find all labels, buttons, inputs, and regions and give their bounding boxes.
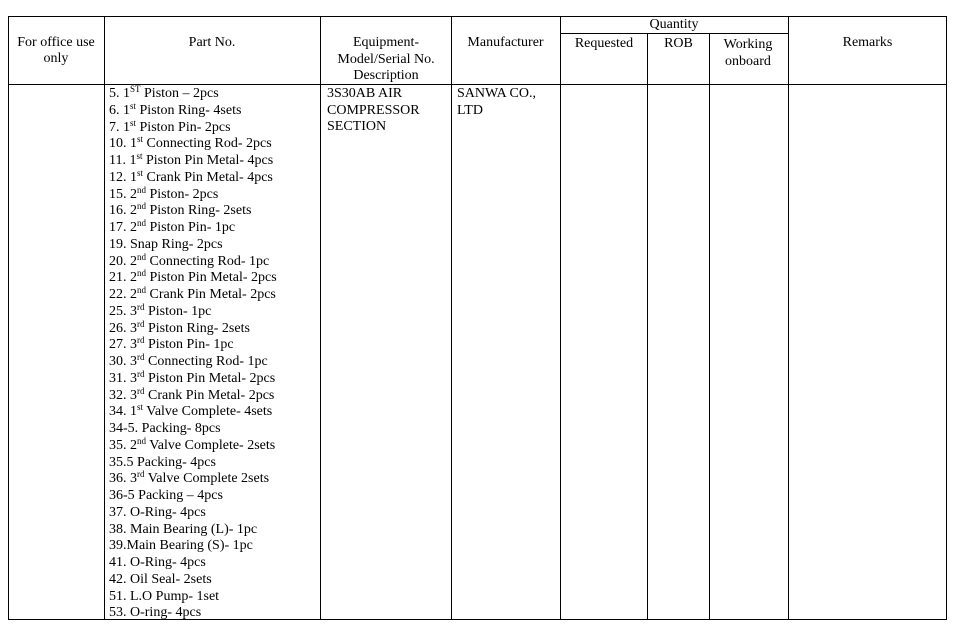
part-list-item	[109, 589, 319, 606]
part-ordinal-suffix: nd	[137, 218, 146, 228]
part-text: Piston Ring- 4sets	[136, 102, 242, 118]
header-rob: ROB	[664, 36, 693, 51]
part-text: Piston Pin- 2pcs	[136, 119, 231, 135]
col-border-part-equipment	[320, 16, 321, 620]
equipment-line: 3S30AB AIR	[327, 86, 403, 101]
header-manufacturer: Manufacturer	[467, 35, 544, 50]
manufacturer-line: LTD	[457, 102, 483, 118]
part-ordinal-suffix: rd	[137, 318, 145, 329]
part-list-item	[109, 572, 319, 589]
part-text: 35. 2	[109, 437, 137, 453]
part-text: 51. L.O Pump- 1set	[109, 588, 220, 604]
part-text: Piston- 1pc	[144, 303, 212, 319]
quantity-subheader-rule	[561, 33, 788, 34]
part-text: 25. 3	[109, 303, 137, 319]
part-text: 11. 1	[109, 153, 137, 168]
part-text: 12. 1	[109, 169, 137, 185]
part-list-item	[109, 488, 319, 505]
col-border-working-remarks	[788, 16, 789, 620]
part-text: Piston – 2pcs	[140, 86, 219, 101]
col-border-requested-rob	[647, 33, 648, 620]
part-list-item	[109, 435, 319, 455]
part-text: Crank Pin Metal- 2pcs	[146, 287, 276, 302]
part-list-item	[109, 538, 319, 555]
part-text: 22. 2	[109, 287, 137, 302]
part-text: 10. 1	[109, 136, 137, 152]
part-text: 31. 3	[109, 370, 137, 386]
part-text: Connecting Rod- 2pcs	[143, 136, 272, 152]
part-text: Valve Complete- 4sets	[143, 404, 273, 420]
part-text: 34. 1	[109, 404, 137, 420]
part-text: 19. Snap Ring- 2pcs	[109, 236, 223, 252]
header-bottom-border	[8, 84, 947, 85]
part-text: 6. 1	[109, 102, 130, 118]
part-text: Crank Pin Metal- 4pcs	[143, 169, 273, 185]
header-office-use: For office use only	[17, 35, 95, 66]
part-ordinal-suffix: nd	[137, 435, 146, 446]
part-ordinal-suffix: rd	[137, 301, 145, 312]
manufacturer-line: SANWA CO.,	[457, 86, 536, 101]
part-text: Piston Pin Metal- 2pcs	[144, 370, 276, 386]
col-border-manufacturer-requested	[560, 16, 561, 620]
manufacturer-name	[457, 86, 557, 119]
part-ordinal-suffix: st	[136, 151, 143, 161]
part-ordinal-suffix: rd	[137, 352, 145, 362]
part-ordinal-suffix: ST	[130, 84, 141, 94]
part-list-item	[109, 404, 319, 421]
part-text: 17. 2	[109, 220, 137, 235]
part-text: 26. 3	[109, 320, 137, 336]
col-border-left	[8, 16, 9, 620]
part-text: 7. 1	[109, 119, 130, 135]
header-part-no: Part No.	[188, 35, 236, 50]
part-ordinal-suffix: rd	[137, 385, 145, 396]
part-text: 53. O-ring- 4pcs	[109, 605, 202, 621]
part-ordinal-suffix: rd	[137, 335, 145, 346]
part-ordinal-suffix: nd	[137, 285, 146, 295]
part-list-item	[109, 505, 319, 522]
part-text: Piston Ring- 2sets	[146, 203, 252, 219]
part-text: Valve Complete- 2sets	[146, 437, 276, 453]
part-text: 16. 2	[109, 203, 137, 219]
part-ordinal-suffix: nd	[137, 184, 146, 195]
part-ordinal-suffix: st	[130, 117, 137, 128]
part-text: Connecting Rod- 1pc	[144, 354, 268, 369]
part-text: Crank Pin Metal- 2pcs	[144, 387, 275, 403]
header-quantity: Quantity	[649, 17, 699, 32]
part-list-item	[109, 471, 319, 488]
part-text: 42. Oil Seal- 2sets	[109, 571, 212, 587]
part-ordinal-suffix: rd	[137, 368, 145, 379]
part-text: 32. 3	[109, 387, 137, 403]
header-requested: Requested	[574, 36, 634, 51]
part-text: 35.5 Packing- 4pcs	[109, 454, 216, 470]
part-list-item	[109, 220, 319, 237]
part-text: 20. 2	[109, 253, 137, 269]
part-ordinal-suffix: nd	[137, 268, 146, 279]
part-text: Piston Pin Metal- 4pcs	[142, 153, 274, 168]
part-list-item	[109, 100, 319, 120]
part-ordinal-suffix: st	[130, 100, 137, 111]
header-equipment: Equipment-Model/Serial No. Description	[337, 35, 435, 83]
part-ordinal-suffix: rd	[137, 469, 145, 480]
part-text: 30. 3	[109, 354, 137, 369]
part-text: Valve Complete 2sets	[144, 471, 270, 487]
parts-list	[109, 86, 319, 622]
part-list-item	[109, 522, 319, 539]
part-text: 5. 1	[109, 86, 130, 101]
equipment-description	[327, 86, 447, 136]
part-list-item	[109, 555, 319, 572]
part-text: Piston Pin- 1pc	[144, 337, 234, 353]
part-text: Piston Pin- 1pc	[146, 220, 236, 235]
part-text: 36. 3	[109, 471, 137, 487]
col-border-office-part	[104, 16, 105, 620]
part-ordinal-suffix: nd	[137, 251, 146, 262]
part-text: 36-5 Packing – 4pcs	[109, 488, 223, 503]
header-remarks: Remarks	[842, 35, 893, 50]
equipment-line: COMPRESSOR	[327, 102, 420, 118]
col-border-equipment-manufacturer	[451, 16, 452, 620]
part-text: Piston Ring- 2sets	[144, 320, 250, 336]
part-ordinal-suffix: nd	[137, 201, 146, 212]
part-text: 34-5. Packing- 8pcs	[109, 421, 221, 436]
part-text: 39.Main Bearing (S)- 1pc	[109, 538, 253, 554]
part-list-item	[109, 86, 319, 103]
part-text: Connecting Rod- 1pc	[146, 253, 270, 269]
part-list-item	[109, 605, 319, 622]
part-text: Piston- 2pcs	[146, 186, 219, 202]
part-text: 21. 2	[109, 270, 137, 286]
equipment-line: SECTION	[327, 119, 387, 135]
part-ordinal-suffix: st	[137, 402, 144, 413]
part-ordinal-suffix: st	[137, 134, 144, 145]
part-text: 41. O-Ring- 4pcs	[109, 555, 206, 570]
part-text: 15. 2	[109, 186, 137, 202]
col-border-right	[946, 16, 947, 620]
part-text: 38. Main Bearing (L)- 1pc	[109, 521, 258, 537]
part-text: Piston Pin Metal- 2pcs	[146, 270, 277, 286]
part-text: 37. O-Ring- 4pcs	[109, 504, 206, 520]
table-top-border	[8, 16, 947, 17]
part-ordinal-suffix: st	[137, 167, 144, 178]
col-border-rob-working	[709, 33, 710, 620]
part-text: 27. 3	[109, 337, 137, 353]
header-working-onboard: Working onboard	[723, 37, 773, 69]
